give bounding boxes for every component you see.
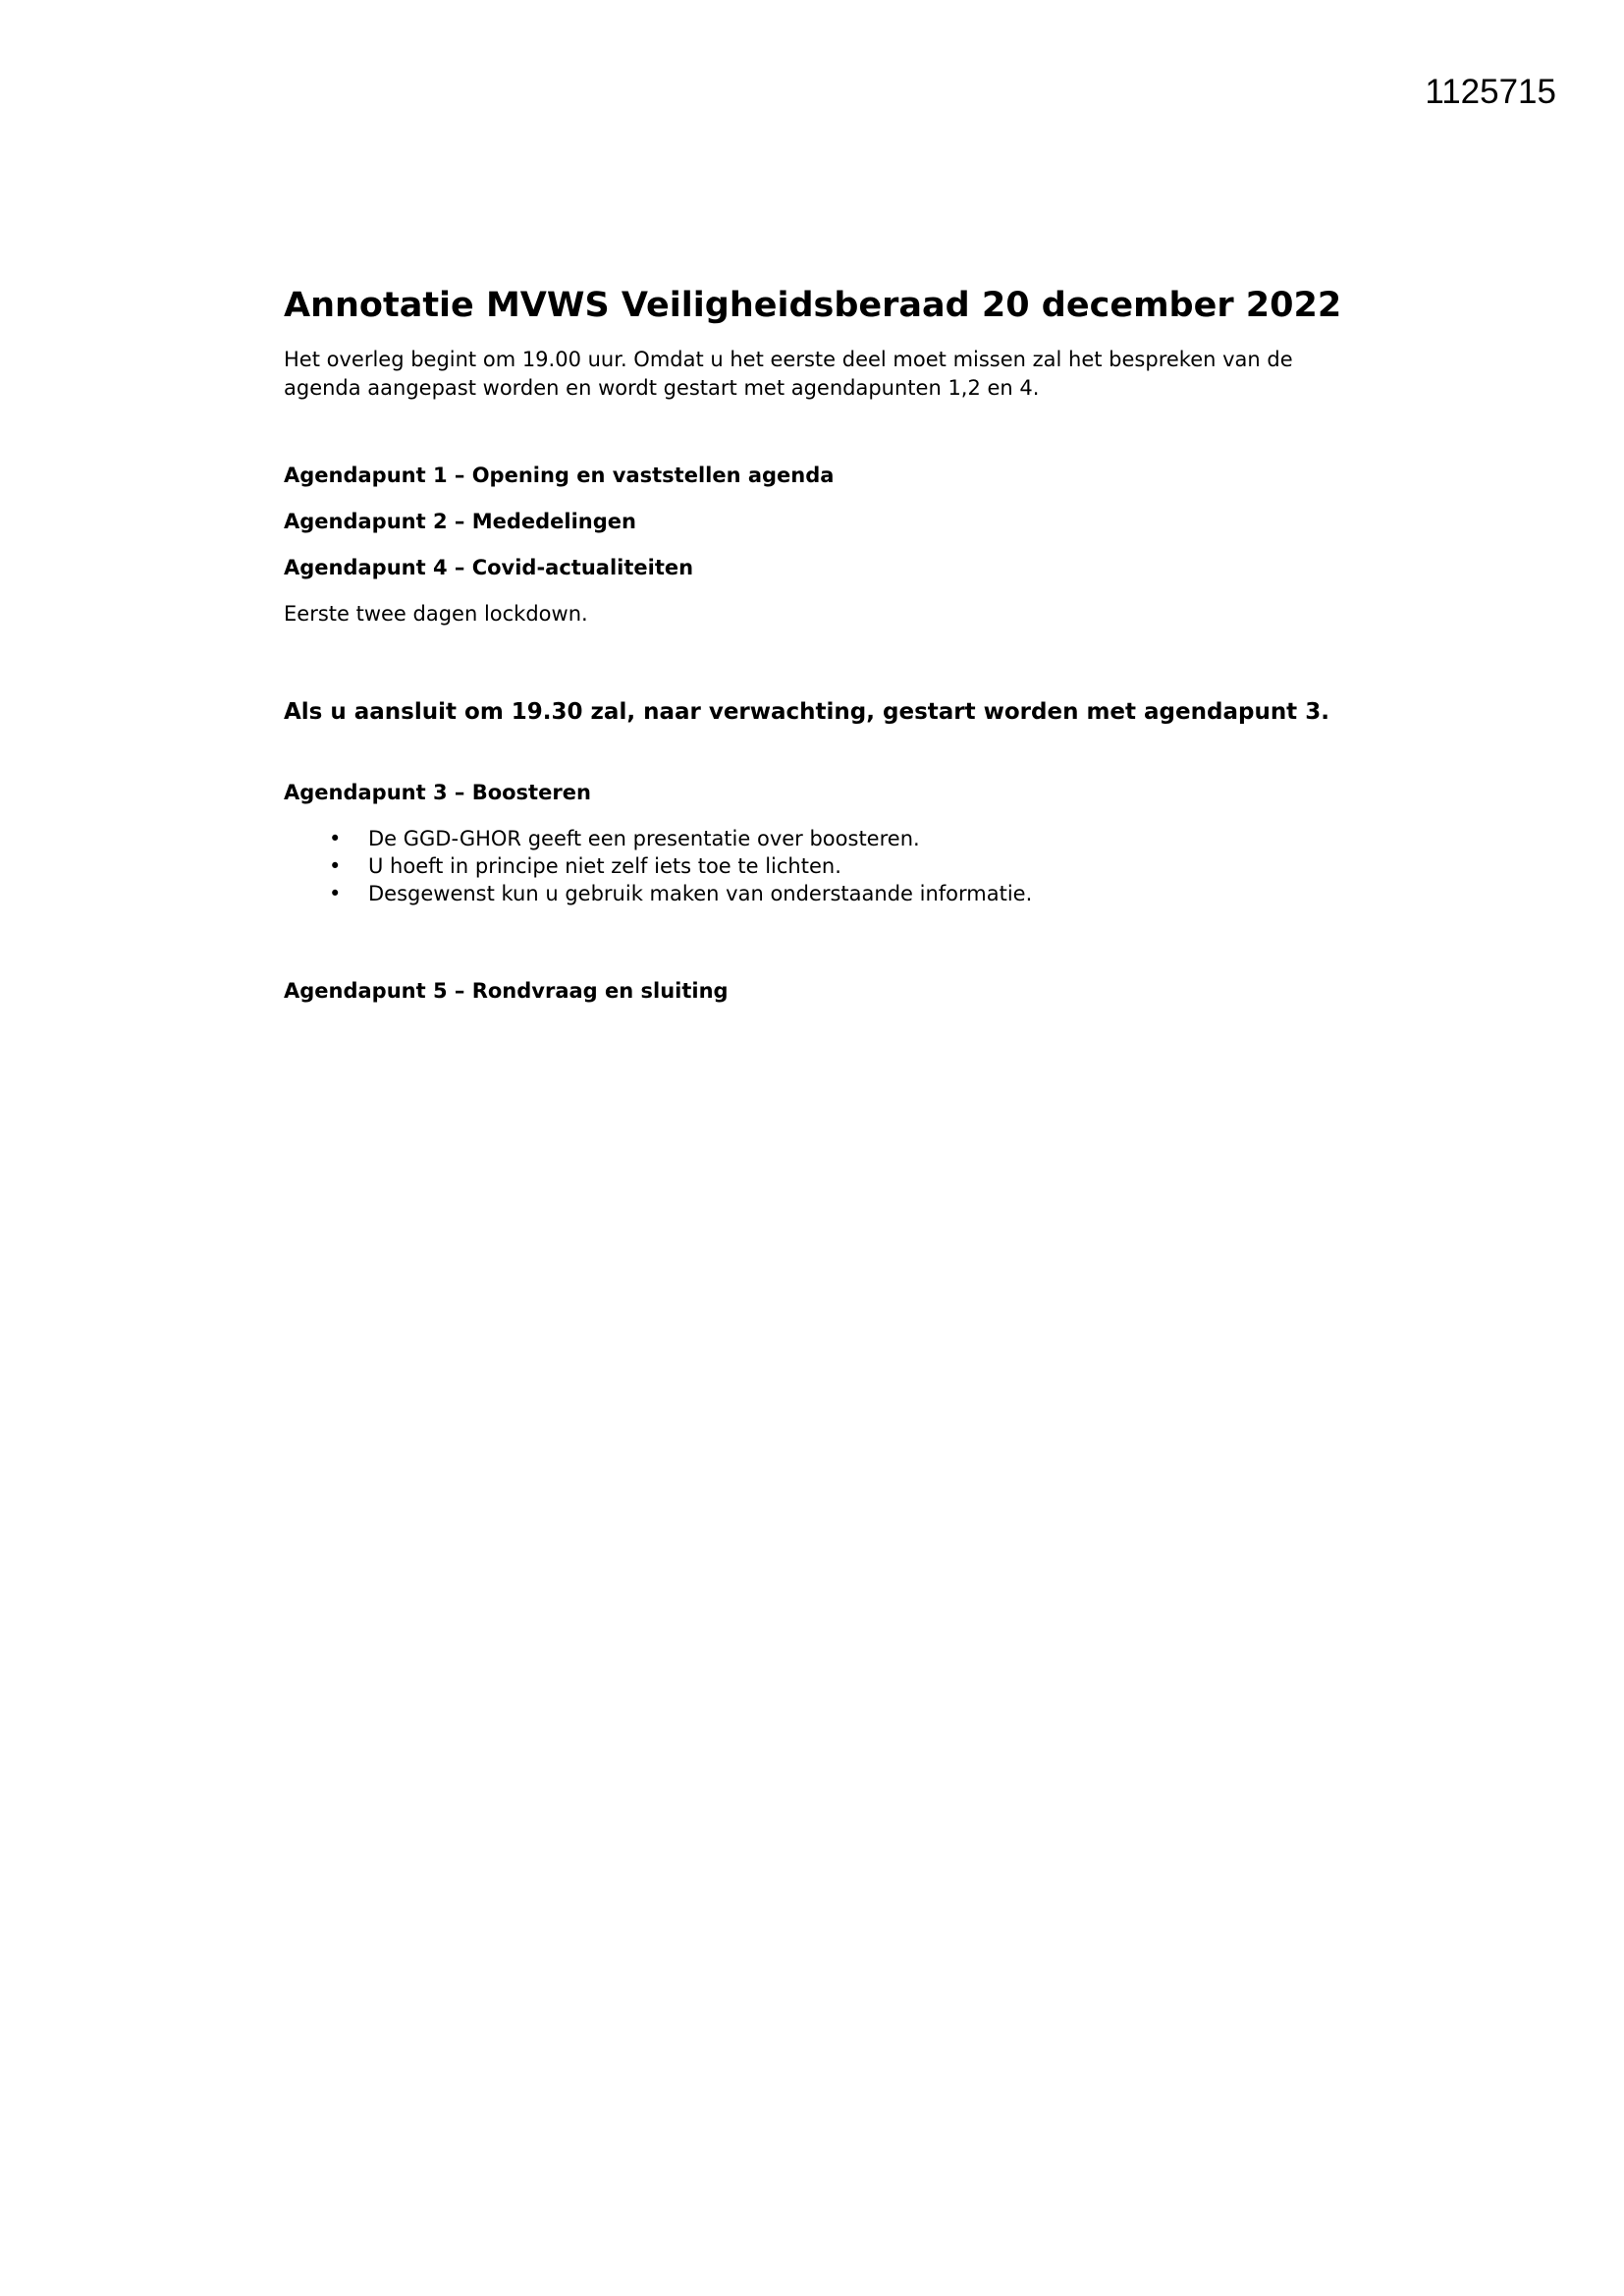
agenda-item-4-heading: Agendapunt 4 – Covid-actualiteiten — [284, 556, 694, 579]
intro-line: agenda aangepast worden en wordt gestart met agendapunten 1,2 en 4. — [284, 376, 1040, 400]
document-number: 1125715 — [1425, 73, 1556, 111]
start-time-notice: Als u aansluit om 19.30 zal, naar verwachting, gestart worden met agendapunt 3. — [284, 699, 1329, 725]
document-title: Annotatie MVWS Veiligheidsberaad 20 december 2022 — [284, 286, 1342, 325]
list-item — [284, 880, 1364, 907]
list-item-text: Desgewenst kun u gebruik maken van onderstaande informatie. — [368, 882, 1033, 905]
intro-line: Het overleg begint om 19.00 uur. Omdat u het eerste deel moet missen zal het bespreken van de — [284, 348, 1293, 371]
bullet-icon: • — [329, 882, 342, 905]
agenda-item-2-heading: Agendapunt 2 – Mededelingen — [284, 510, 636, 533]
agenda-item-4-note: Eerste twee dagen lockdown. — [284, 602, 588, 626]
agenda-item-5-heading: Agendapunt 5 – Rondvraag en sluiting — [284, 979, 729, 1003]
list-item — [284, 825, 1364, 852]
bullet-icon: • — [329, 854, 342, 878]
agenda-item-3-heading: Agendapunt 3 – Boosteren — [284, 781, 591, 804]
list-item-text: De GGD-GHOR geeft een presentatie over boosteren. — [368, 827, 920, 850]
intro-paragraph — [284, 346, 1364, 403]
agenda-item-3-bullet-list — [284, 825, 1364, 907]
agenda-item-1-heading: Agendapunt 1 – Opening en vaststellen agenda — [284, 464, 835, 487]
bullet-icon: • — [329, 827, 342, 850]
list-item-text: U hoeft in principe niet zelf iets toe te lichten. — [368, 854, 841, 878]
list-item — [284, 852, 1364, 880]
document-body — [284, 281, 1364, 1006]
